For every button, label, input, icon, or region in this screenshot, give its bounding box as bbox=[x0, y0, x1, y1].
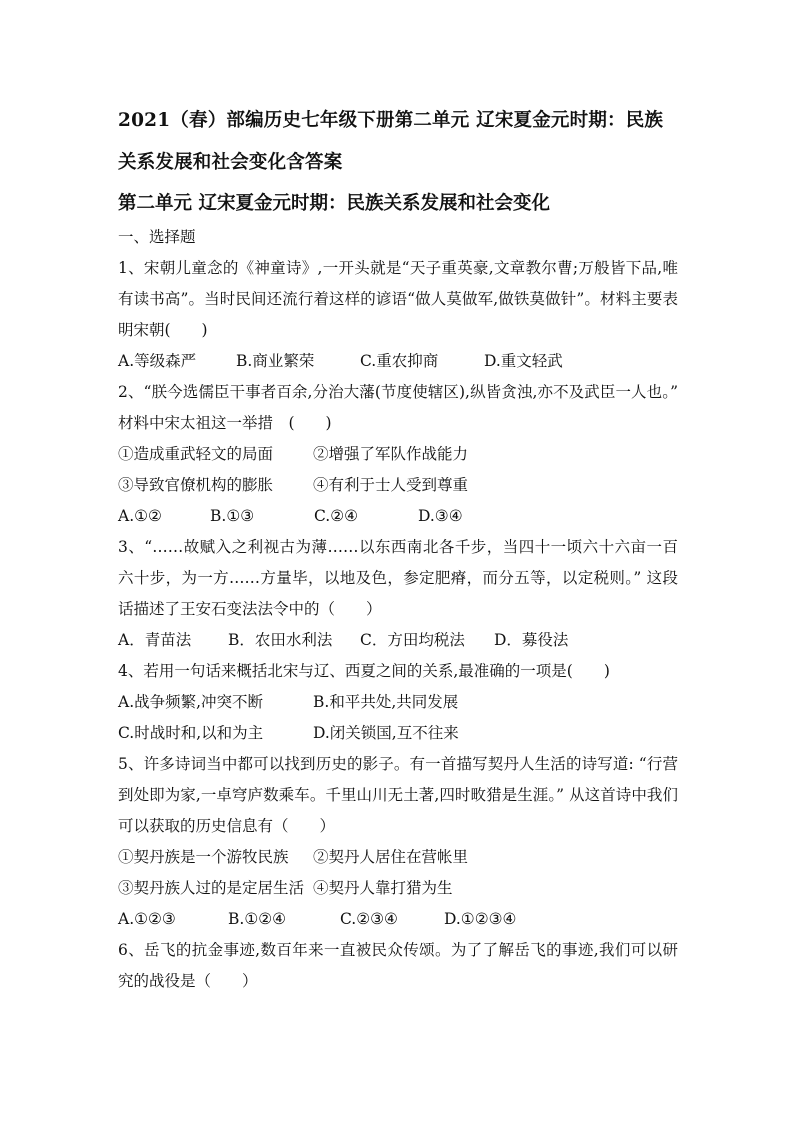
document-title: 2021（春）部编历史七年级下册第二单元 辽宋夏金元时期：民族关系发展和社会变化含答案 bbox=[118, 110, 664, 173]
option-d: D.重文轻武 bbox=[484, 352, 563, 370]
answer-options bbox=[118, 687, 678, 718]
question-stem: 3、“……故赋入之利视古为薄……以东西南北各千步，当四十一顷六十六亩一百六十步，为一方……方量毕，以地及色，参定肥瘠，而分五等，以定税则。” 这段话描述了王安石变法法令中的（ ） bbox=[118, 538, 678, 618]
question-stem: 2、“朕今选儒臣干事者百余,分治大藩(节度使辖区),纵皆贪浊,亦不及武臣一人也。” 材料中宋太祖这一举措 ( ) bbox=[118, 383, 678, 432]
document-page bbox=[118, 100, 678, 997]
option-b: B.和平共处,共同发展 bbox=[313, 693, 459, 711]
option-d: D.①②③④ bbox=[444, 910, 517, 928]
option-b: B.①②④ bbox=[228, 910, 287, 928]
answer-options bbox=[118, 625, 678, 656]
statement-2: ②契丹人居住在营帐里 bbox=[313, 848, 469, 866]
question-6 bbox=[118, 935, 678, 997]
option-a: A.①②③ bbox=[118, 910, 176, 928]
option-c: C.②④ bbox=[314, 507, 359, 525]
statement-4: ④契丹人靠打猎为生 bbox=[313, 879, 453, 897]
answer-options bbox=[118, 501, 678, 532]
question-stem: 1、宋朝儿童念的《神童诗》,一开头就是“天子重英豪,文章教尔曹;万般皆下品,唯有读书高”。当时民间还流行着这样的谚语“做人莫做军,做铁莫做针”。材料主要表明宋朝( ) bbox=[118, 259, 678, 339]
question-4 bbox=[118, 656, 678, 749]
option-c: C．方田均税法 bbox=[360, 631, 465, 649]
statement-4: ④有利于士人受到尊重 bbox=[313, 476, 469, 494]
option-b: B.①③ bbox=[210, 507, 255, 525]
question-5 bbox=[118, 749, 678, 935]
option-d: D.闭关锁国,互不往来 bbox=[313, 724, 459, 742]
option-a: A.①② bbox=[118, 507, 162, 525]
question-stem: 6、岳飞的抗金事迹,数百年来一直被民众传颂。为了了解岳飞的事迹,我们可以研究的战役是（ ） bbox=[118, 941, 678, 990]
option-b: B．农田水利法 bbox=[228, 631, 333, 649]
statement-row bbox=[118, 873, 678, 904]
statement-1: ①造成重武轻文的局面 bbox=[118, 445, 274, 463]
option-b: B.商业繁荣 bbox=[236, 352, 315, 370]
option-a: A.等级森严 bbox=[118, 352, 197, 370]
option-a: A.战争频繁,冲突不断 bbox=[118, 693, 264, 711]
statement-3: ③契丹族人过的是定居生活 bbox=[118, 879, 305, 897]
question-1 bbox=[118, 253, 678, 377]
statement-row bbox=[118, 439, 678, 470]
statement-2: ②增强了军队作战能力 bbox=[313, 445, 469, 463]
statement-row bbox=[118, 842, 678, 873]
section-heading: 一、选择题 bbox=[118, 228, 196, 246]
option-d: D．募役法 bbox=[494, 631, 569, 649]
unit-title: 第二单元 辽宋夏金元时期：民族关系发展和社会变化 bbox=[118, 193, 550, 214]
question-stem: 5、许多诗词当中都可以找到历史的影子。有一首描写契丹人生活的诗写道: “行营到处即为家,一卓穹庐数乘车。千里山川无土著,四时畋猎是生涯。” 从这首诗中我们可以获取的历史信息有（ ） bbox=[118, 755, 678, 835]
question-stem: 4、若用一句话来概括北宋与辽、西夏之间的关系,最准确的一项是( ) bbox=[118, 662, 610, 680]
statement-row bbox=[118, 470, 678, 501]
option-d: D.③④ bbox=[418, 507, 463, 525]
option-c: C.时战时和,以和为主 bbox=[118, 724, 264, 742]
question-2 bbox=[118, 377, 678, 532]
option-c: C.②③④ bbox=[340, 910, 398, 928]
option-c: C.重农抑商 bbox=[360, 352, 439, 370]
answer-options bbox=[118, 346, 678, 377]
option-a: A．青苗法 bbox=[118, 631, 192, 649]
statement-1: ①契丹族是一个游牧民族 bbox=[118, 848, 289, 866]
answer-options bbox=[118, 718, 678, 749]
question-3 bbox=[118, 532, 678, 656]
statement-3: ③导致官僚机构的膨胀 bbox=[118, 476, 274, 494]
answer-options bbox=[118, 904, 678, 935]
